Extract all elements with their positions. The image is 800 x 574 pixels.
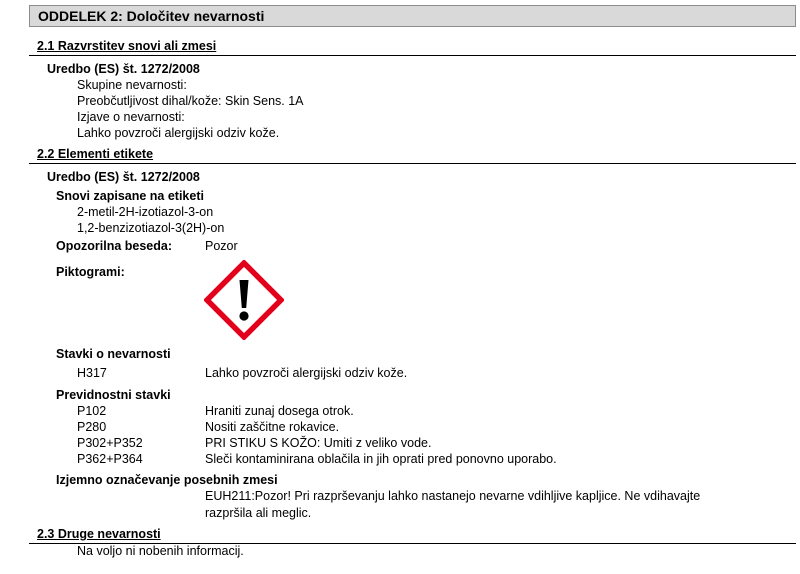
precautionary-code: P362+P364	[77, 452, 143, 466]
classification-line: Lahko povzroči alergijski odziv kože.	[77, 126, 280, 140]
signal-word-label: Opozorilna beseda:	[56, 239, 172, 253]
precautionary-code: P102	[77, 404, 107, 418]
label-substances-heading: Snovi zapisane na etiketi	[56, 189, 204, 203]
subsection-heading-2-1: 2.1 Razvrstitev snovi ali zmesi	[37, 39, 217, 53]
subsection-heading-2-2: 2.2 Elementi etikete	[37, 147, 154, 161]
pictograms-label: Piktogrami:	[56, 265, 125, 279]
hazard-statement-code: H317	[77, 366, 107, 380]
subsection-heading-2-3: 2.3 Druge nevarnosti	[37, 527, 161, 541]
substance-item: 2-metil-2H-izotiazol-3-on	[77, 205, 214, 219]
classification-line: Skupine nevarnosti:	[77, 78, 187, 92]
precautionary-heading: Previdnostni stavki	[56, 388, 171, 402]
precautionary-code: P302+P352	[77, 436, 143, 450]
precautionary-text: Sleči kontaminirana oblačila in jih oprati pred ponovno uporabo.	[205, 452, 557, 466]
hazard-statements-heading: Stavki o nevarnosti	[56, 347, 171, 361]
signal-word-value: Pozor	[205, 239, 238, 253]
precautionary-text: Nositi zaščitne rokavice.	[205, 420, 340, 434]
regulation-label: Uredbo (ES) št. 1272/2008	[47, 62, 200, 76]
precautionary-code: P280	[77, 420, 107, 434]
special-labelling-line: razpršila ali meglic.	[205, 506, 312, 520]
hazard-statement-text: Lahko povzroči alergijski odziv kože.	[205, 366, 408, 380]
classification-line: Preobčutljivost dihal/kože: Skin Sens. 1A	[77, 94, 304, 108]
section-title: ODDELEK 2: Določitev nevarnosti	[38, 8, 265, 24]
precautionary-text: Hraniti zunaj dosega otrok.	[205, 404, 354, 418]
special-labelling-line: EUH211:Pozor! Pri razprševanju lahko nastanejo nevarne vdihljive kapljice. Ne vdihavajte	[205, 489, 701, 503]
other-hazards-text: Na voljo ni nobenih informacij.	[77, 544, 244, 558]
classification-line: Izjave o nevarnosti:	[77, 110, 185, 124]
substance-item: 1,2-benzizotiazol-3(2H)-on	[77, 221, 225, 235]
section-header-bar	[29, 5, 796, 27]
divider	[29, 163, 796, 164]
special-labelling-heading: Izjemno označevanje posebnih zmesi	[56, 473, 278, 487]
ghs07-exclamation-mark-icon	[204, 260, 284, 340]
regulation-label: Uredbo (ES) št. 1272/2008	[47, 170, 200, 184]
divider	[29, 55, 796, 56]
precautionary-text: PRI STIKU S KOŽO: Umiti z veliko vode.	[205, 436, 432, 450]
